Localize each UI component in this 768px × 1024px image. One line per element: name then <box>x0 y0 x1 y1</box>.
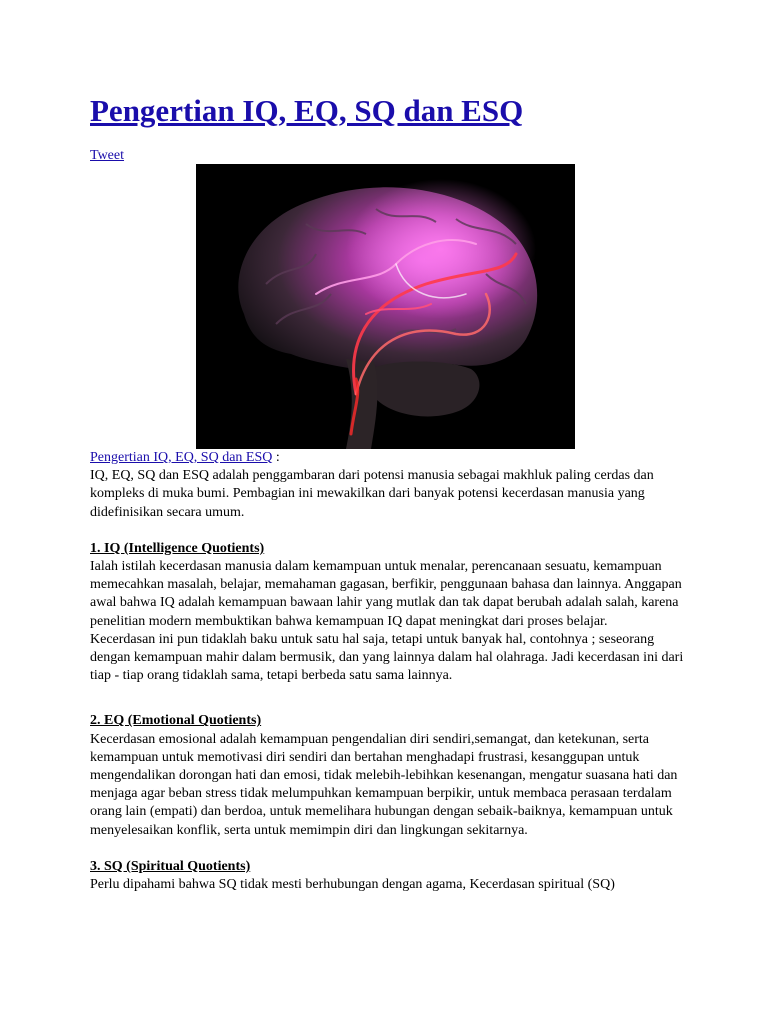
spacer <box>90 522 690 540</box>
section-heading-iq: 1. IQ (Intelligence Quotients) <box>90 540 265 556</box>
brain-illustration-icon <box>196 164 575 449</box>
section-paragraph: Kecerdasan ini pun tidaklah baku untuk satu hal saja, tetapi untuk banyak hal, contohnya ; seseorang dengan kemampuan mahir dalam bermusik, dan yang lainnya dalam hal olahraga. Jadi kecerdasan ini dari tiap - tiap orang tidaklah sama, tetapi berbeda satu sama lainnya. <box>90 631 684 684</box>
section-heading-sq: 3. SQ (Spiritual Quotients) <box>90 858 251 874</box>
tweet-button[interactable]: Tweet <box>90 148 125 163</box>
section-paragraph: Ialah istilah kecerdasan manusia dalam kemampuan untuk menalar, perencanaan sesuatu, kemampuan memecahkan masalah, belajar, memahaman gagasan, berfikir, penggunaan bahasa dan lainnya. Anggapan awal bahwa IQ adalah kemampuan bawaan lahir yang mutlak dan tak dapat berubah adalah salah, karena penelitian modern membuktikan bahwa kemampuan IQ dapat meningkat dari proses belajar. <box>90 559 682 629</box>
intro-line <box>90 449 690 467</box>
intro-colon: : <box>272 450 280 465</box>
section-heading-eq: 2. EQ (Emotional Quotients) <box>90 713 262 729</box>
spacer <box>90 840 690 858</box>
spacer <box>90 685 690 712</box>
section-paragraph: Kecerdasan emosional adalah kemampuan pengendalian diri sendiri,semangat, dan ketekunan, serta kemampuan untuk memotivasi diri sendiri dan bertahan menghadapi frustrasi, kesanggupan untuk mengendalikan dorongan hati dan emosi, tidak melebih-lebihkan kesenangan, mengatur suasana hati dan menjaga agar beban stress tidak melumpuhkan kemampuan berpikir, untuk membaca perasaan terdalam orang lain (empati) dan berdoa, untuk memelihara hubungan dengan sebaik-baiknya, kemampuan untuk menyelesaikan konflik, serta untuk memimpin diri dan lingkungan sekitarnya. <box>90 731 678 838</box>
article-body <box>90 449 690 894</box>
title-link[interactable]: Pengertian IQ, EQ, SQ dan ESQ <box>90 93 524 128</box>
page-title[interactable] <box>90 92 523 130</box>
section-paragraph: Perlu dipahami bahwa SQ tidak mesti berhubungan dengan agama, Kecerdasan spiritual (SQ) <box>90 877 615 893</box>
tweet-row <box>90 147 124 165</box>
intro-paragraph: IQ, EQ, SQ dan ESQ adalah penggambaran dari potensi manusia sebagai makhluk paling cerdas dan kompleks di muka bumi. Pembagian ini mewakilkan dari banyak potensi kecerdasan manusia yang didefinisikan secara umum. <box>90 468 654 520</box>
brain-image <box>196 164 575 449</box>
intro-link[interactable]: Pengertian IQ, EQ, SQ dan ESQ <box>90 450 273 465</box>
